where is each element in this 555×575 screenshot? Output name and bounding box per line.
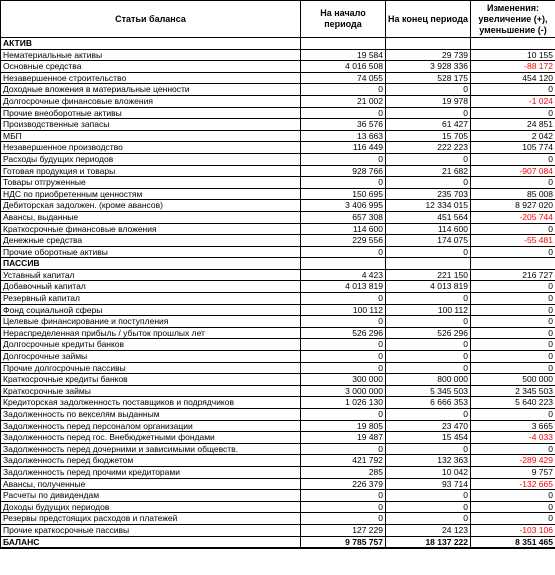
table-row <box>1 490 555 502</box>
header-balance-items: Статьи баланса <box>1 1 301 38</box>
row-label: Долгосрочные займы <box>1 351 301 363</box>
value-change: 8 351 465 <box>471 536 555 548</box>
value-end: 0 <box>386 177 471 189</box>
value-change: -4 033 <box>471 432 555 444</box>
table-row <box>1 142 555 154</box>
value-end <box>386 258 471 270</box>
value-end: 5 345 503 <box>386 385 471 397</box>
value-start <box>301 258 386 270</box>
row-label: Долгосрочные кредиты банков <box>1 339 301 351</box>
table-row <box>1 165 555 177</box>
value-end: 0 <box>386 513 471 525</box>
value-start: 0 <box>301 501 386 513</box>
value-start: 21 002 <box>301 95 386 107</box>
value-change: 24 851 <box>471 119 555 131</box>
value-change: 9 757 <box>471 466 555 478</box>
table-row <box>1 420 555 432</box>
table-row <box>1 385 555 397</box>
row-label: Авансы, выданные <box>1 211 301 223</box>
table-row <box>1 455 555 467</box>
row-label: Фонд социальной сферы <box>1 304 301 316</box>
row-label: Дебиторская задолжен. (кроме авансов) <box>1 200 301 212</box>
row-label: Резервный капитал <box>1 293 301 305</box>
row-label: Доходы будущих периодов <box>1 501 301 513</box>
table-body <box>1 38 555 549</box>
row-label: Готовая продукция и товары <box>1 165 301 177</box>
row-label: Нераспределенная прибыль / убыток прошлых лет <box>1 327 301 339</box>
value-change: -132 665 <box>471 478 555 490</box>
row-label: Краткосрочные финансовые вложения <box>1 223 301 235</box>
row-label: Денежные средства <box>1 235 301 247</box>
header-period-end: На конец периода <box>386 1 471 38</box>
table-row <box>1 293 555 305</box>
header-period-start: На начало периода <box>301 1 386 38</box>
value-start: 0 <box>301 513 386 525</box>
value-start: 150 695 <box>301 188 386 200</box>
value-change: -907 084 <box>471 165 555 177</box>
value-change: 0 <box>471 281 555 293</box>
table-row <box>1 432 555 444</box>
table-row <box>1 153 555 165</box>
value-start: 114 600 <box>301 223 386 235</box>
value-change: 0 <box>471 293 555 305</box>
value-change <box>471 38 555 50</box>
row-label: Краткосрочные кредиты банков <box>1 374 301 386</box>
table-row <box>1 409 555 421</box>
value-end: 0 <box>386 153 471 165</box>
value-start: 0 <box>301 177 386 189</box>
row-label: Доходные вложения в материальные ценности <box>1 84 301 96</box>
value-start: 0 <box>301 362 386 374</box>
value-end: 0 <box>386 501 471 513</box>
value-end: 114 600 <box>386 223 471 235</box>
value-start: 0 <box>301 409 386 421</box>
table-row <box>1 513 555 525</box>
value-change: -103 106 <box>471 524 555 536</box>
value-start: 9 785 757 <box>301 536 386 548</box>
value-start: 0 <box>301 107 386 119</box>
row-label: Незавершенное строительство <box>1 72 301 84</box>
value-change: 0 <box>471 304 555 316</box>
row-label: Кредиторская задолженность поставщиков и подрядчиков <box>1 397 301 409</box>
value-end: 0 <box>386 293 471 305</box>
table-header-row <box>1 1 555 38</box>
row-label: Задолженность перед прочими кредиторами <box>1 466 301 478</box>
value-end: 0 <box>386 316 471 328</box>
table-row <box>1 501 555 513</box>
value-end: 6 666 353 <box>386 397 471 409</box>
value-end: 235 703 <box>386 188 471 200</box>
value-change: 0 <box>471 409 555 421</box>
table-row <box>1 84 555 96</box>
table-row <box>1 119 555 131</box>
row-label: Прочие внеоборотные активы <box>1 107 301 119</box>
value-start: 0 <box>301 293 386 305</box>
value-change: -88 172 <box>471 61 555 73</box>
value-end: 0 <box>386 84 471 96</box>
value-end: 0 <box>386 443 471 455</box>
value-end: 12 334 015 <box>386 200 471 212</box>
value-start: 657 308 <box>301 211 386 223</box>
row-label: Производственные запасы <box>1 119 301 131</box>
value-start: 1 026 130 <box>301 397 386 409</box>
table-row <box>1 443 555 455</box>
value-end: 100 112 <box>386 304 471 316</box>
value-end: 4 013 819 <box>386 281 471 293</box>
value-start: 285 <box>301 466 386 478</box>
table-row <box>1 107 555 119</box>
value-end <box>386 38 471 50</box>
value-start: 229 556 <box>301 235 386 247</box>
value-start: 13 663 <box>301 130 386 142</box>
row-label: Долгосрочные финансовые вложения <box>1 95 301 107</box>
table-row <box>1 49 555 61</box>
value-start: 19 584 <box>301 49 386 61</box>
table-row <box>1 235 555 247</box>
value-start: 4 423 <box>301 269 386 281</box>
table-row <box>1 374 555 386</box>
table-row <box>1 351 555 363</box>
table-row <box>1 211 555 223</box>
value-change: 5 640 223 <box>471 397 555 409</box>
row-label: Задолженность перед гос. Внебюджетными фондами <box>1 432 301 444</box>
value-change: 0 <box>471 223 555 235</box>
value-start: 421 792 <box>301 455 386 467</box>
row-label: Резервы предстоящих расходов и платежей <box>1 513 301 525</box>
value-start: 928 766 <box>301 165 386 177</box>
value-end: 0 <box>386 362 471 374</box>
value-start: 19 805 <box>301 420 386 432</box>
value-start: 0 <box>301 246 386 258</box>
table-row <box>1 61 555 73</box>
row-label: Задолженность перед бюджетом <box>1 455 301 467</box>
value-end: 24 123 <box>386 524 471 536</box>
value-start: 226 379 <box>301 478 386 490</box>
row-label: Задолженность перед дочерними и зависимыми общевств. <box>1 443 301 455</box>
table-row <box>1 362 555 374</box>
value-end: 0 <box>386 339 471 351</box>
value-end: 526 296 <box>386 327 471 339</box>
row-label: Расходы будущих периодов <box>1 153 301 165</box>
table-row <box>1 466 555 478</box>
value-change: 216 727 <box>471 269 555 281</box>
row-label: Товары отгруженные <box>1 177 301 189</box>
value-change: 10 155 <box>471 49 555 61</box>
value-change: -289 429 <box>471 455 555 467</box>
value-change: 0 <box>471 316 555 328</box>
value-start: 526 296 <box>301 327 386 339</box>
value-end: 18 137 222 <box>386 536 471 548</box>
row-label: Целевые финансирование и поступления <box>1 316 301 328</box>
value-end: 528 175 <box>386 72 471 84</box>
value-change: 105 774 <box>471 142 555 154</box>
section-row <box>1 258 555 270</box>
value-change <box>471 258 555 270</box>
table-row <box>1 478 555 490</box>
row-label: Расчеты по дивидендам <box>1 490 301 502</box>
value-start <box>301 38 386 50</box>
table-row <box>1 200 555 212</box>
value-change: 0 <box>471 327 555 339</box>
table-row <box>1 281 555 293</box>
value-change: 500 000 <box>471 374 555 386</box>
value-end: 221 150 <box>386 269 471 281</box>
value-end: 451 564 <box>386 211 471 223</box>
value-change: 0 <box>471 177 555 189</box>
total-row <box>1 536 555 548</box>
table-row <box>1 397 555 409</box>
value-start: 127 229 <box>301 524 386 536</box>
row-label: МБП <box>1 130 301 142</box>
value-change: 0 <box>471 107 555 119</box>
table-row <box>1 316 555 328</box>
value-start: 3 000 000 <box>301 385 386 397</box>
row-label: Незавершенное производство <box>1 142 301 154</box>
value-end: 0 <box>386 409 471 421</box>
value-end: 3 928 336 <box>386 61 471 73</box>
value-end: 61 427 <box>386 119 471 131</box>
value-start: 0 <box>301 443 386 455</box>
row-label: Краткосрочные займы <box>1 385 301 397</box>
row-label: ПАССИВ <box>1 258 301 270</box>
value-start: 4 013 819 <box>301 281 386 293</box>
row-label: Задолженность по векселям выданным <box>1 409 301 421</box>
row-label: Прочие долгосрочные пассивы <box>1 362 301 374</box>
value-end: 174 075 <box>386 235 471 247</box>
value-change: 0 <box>471 362 555 374</box>
value-end: 15 454 <box>386 432 471 444</box>
value-start: 36 576 <box>301 119 386 131</box>
value-change: 0 <box>471 443 555 455</box>
value-start: 0 <box>301 351 386 363</box>
value-end: 0 <box>386 490 471 502</box>
value-change: 0 <box>471 153 555 165</box>
value-change: -205 744 <box>471 211 555 223</box>
value-change: 0 <box>471 501 555 513</box>
value-change: 0 <box>471 513 555 525</box>
table-row <box>1 223 555 235</box>
row-label: Основные средства <box>1 61 301 73</box>
value-end: 222 223 <box>386 142 471 154</box>
value-start: 300 000 <box>301 374 386 386</box>
row-label: НДС по приобретенным ценностям <box>1 188 301 200</box>
row-label: Уставный капитал <box>1 269 301 281</box>
row-label: Задолженность перед персоналом организации <box>1 420 301 432</box>
table-row <box>1 327 555 339</box>
table-row <box>1 339 555 351</box>
value-start: 0 <box>301 153 386 165</box>
value-change: 454 120 <box>471 72 555 84</box>
value-end: 800 000 <box>386 374 471 386</box>
value-start: 0 <box>301 490 386 502</box>
table-row <box>1 130 555 142</box>
value-start: 3 406 995 <box>301 200 386 212</box>
header-change: Изменения: увеличение (+), уменьшение (-) <box>471 1 555 38</box>
table-row <box>1 188 555 200</box>
table-row <box>1 72 555 84</box>
value-start: 0 <box>301 84 386 96</box>
table-row <box>1 246 555 258</box>
row-label: Авансы, полученные <box>1 478 301 490</box>
row-label: Прочие краткосрочные пассивы <box>1 524 301 536</box>
value-change: 8 927 020 <box>471 200 555 212</box>
value-change: -55 481 <box>471 235 555 247</box>
value-start: 100 112 <box>301 304 386 316</box>
value-change: 0 <box>471 246 555 258</box>
row-label: АКТИВ <box>1 38 301 50</box>
value-end: 10 042 <box>386 466 471 478</box>
section-row <box>1 38 555 50</box>
value-change: 85 008 <box>471 188 555 200</box>
value-end: 15 705 <box>386 130 471 142</box>
row-label: БАЛАНС <box>1 536 301 548</box>
table-row <box>1 269 555 281</box>
value-end: 0 <box>386 246 471 258</box>
value-start: 116 449 <box>301 142 386 154</box>
value-change: 2 042 <box>471 130 555 142</box>
value-end: 23 470 <box>386 420 471 432</box>
row-label: Прочие оборотные активы <box>1 246 301 258</box>
value-start: 0 <box>301 339 386 351</box>
value-start: 0 <box>301 316 386 328</box>
value-change: 2 345 503 <box>471 385 555 397</box>
row-label: Добавочный капитал <box>1 281 301 293</box>
value-start: 74 055 <box>301 72 386 84</box>
value-start: 19 487 <box>301 432 386 444</box>
value-end: 29 739 <box>386 49 471 61</box>
value-change: 0 <box>471 351 555 363</box>
table-row <box>1 95 555 107</box>
table-row <box>1 524 555 536</box>
value-change: 0 <box>471 84 555 96</box>
value-change: 0 <box>471 490 555 502</box>
value-change: 3 665 <box>471 420 555 432</box>
row-label: Нематериальные активы <box>1 49 301 61</box>
value-end: 19 978 <box>386 95 471 107</box>
value-end: 0 <box>386 351 471 363</box>
value-start: 4 016 508 <box>301 61 386 73</box>
table-row <box>1 177 555 189</box>
value-end: 93 714 <box>386 478 471 490</box>
table-row <box>1 304 555 316</box>
value-end: 132 363 <box>386 455 471 467</box>
value-end: 21 682 <box>386 165 471 177</box>
value-end: 0 <box>386 107 471 119</box>
value-change: 0 <box>471 339 555 351</box>
value-change: -1 024 <box>471 95 555 107</box>
